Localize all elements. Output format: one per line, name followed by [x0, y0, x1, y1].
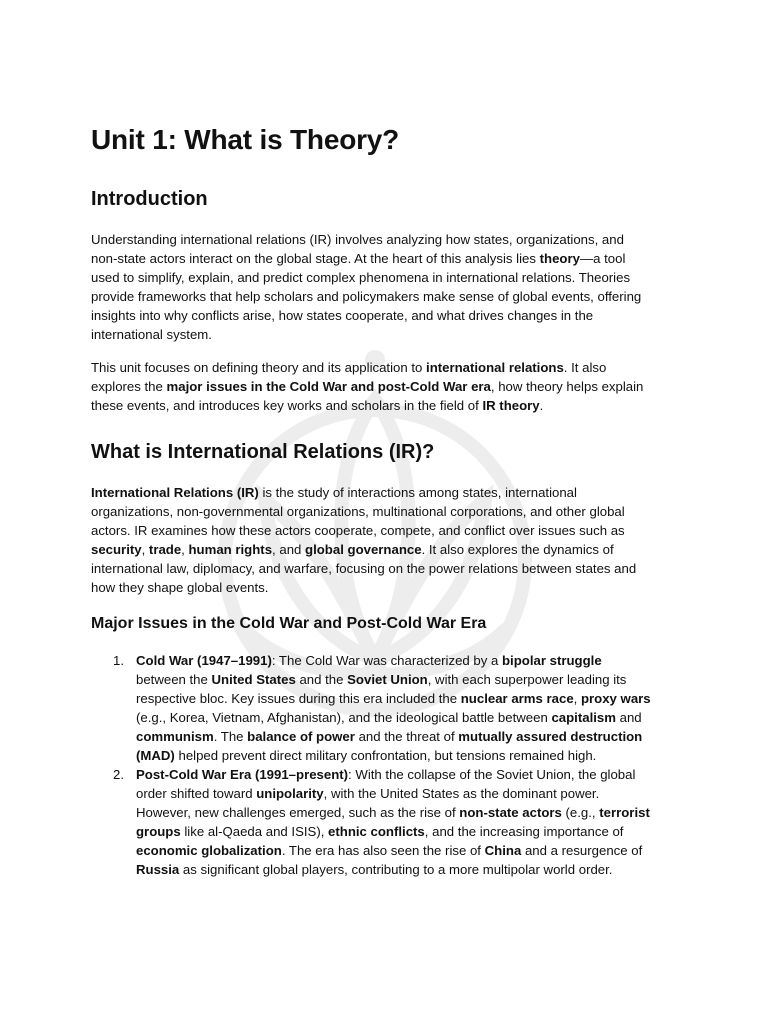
bold-term: capitalism: [551, 710, 616, 725]
text-line: [91, 578, 681, 597]
bold-term: proxy wars: [580, 691, 651, 706]
text-run: . It also: [563, 360, 607, 375]
bold-term: nuclear arms race: [460, 691, 574, 706]
text-line: [136, 651, 681, 670]
bold-term: China: [484, 843, 522, 858]
text-run: non-state actors interact on the global stage. At the heart of this analysis lies: [91, 251, 540, 266]
text-run: is the study of interactions among states, international: [258, 485, 577, 500]
text-run: , how theory helps explain: [490, 379, 644, 394]
text-run: provide frameworks that help scholars and policymakers make sense of global events, offering: [91, 289, 642, 304]
text-run: like al-Qaeda and ISIS),: [180, 824, 329, 839]
text-line: [136, 860, 681, 879]
intro-paragraph-2: [91, 358, 681, 415]
text-run: , with each superpower leading its: [427, 672, 627, 687]
text-line: [91, 502, 681, 521]
text-run: explores the: [91, 379, 167, 394]
text-run: . The era has also seen the rise of: [281, 843, 485, 858]
bold-term: Soviet Union: [347, 672, 428, 687]
text-run: This unit focuses on defining theory and its application to: [91, 360, 427, 375]
bold-term: balance of power: [247, 729, 355, 744]
text-line: [136, 670, 681, 689]
text-run: helped prevent direct military confrontation, but tensions remained high.: [174, 748, 597, 763]
intro-paragraph-1: [91, 230, 681, 344]
bold-term: economic globalization: [136, 843, 282, 858]
ir-paragraph: [91, 483, 681, 597]
bold-term: United States: [211, 672, 296, 687]
bold-term: trade: [148, 542, 182, 557]
section-heading-ir: What is International Relations (IR)?: [91, 441, 435, 463]
text-run: . The: [213, 729, 248, 744]
bold-term: human rights: [188, 542, 273, 557]
bold-term: international relations: [426, 360, 564, 375]
text-run: international law, diplomacy, and warfare, focusing on the power relations between states and: [91, 561, 637, 576]
subsection-heading-major-issues: Major Issues in the Cold War and Post-Cold War Era: [91, 615, 487, 632]
bold-term: terrorist: [599, 805, 650, 820]
bold-term: IR theory: [482, 398, 540, 413]
bold-term: bipolar struggle: [502, 653, 602, 668]
text-run: order shifted toward: [136, 786, 257, 801]
bold-term: mutually assured destruction: [458, 729, 643, 744]
text-line: [91, 396, 681, 415]
text-line: [136, 803, 681, 822]
text-run: actors. IR examines how these actors cooperate, compete, and conflict over issues such as: [91, 523, 625, 538]
bold-term: ethnic conflicts: [328, 824, 425, 839]
bold-term: major issues in the Cold War and post-Cold War era: [166, 379, 491, 394]
text-line: [136, 784, 681, 803]
page-title: Unit 1: What is Theory?: [91, 124, 400, 155]
text-line: [91, 287, 681, 306]
text-line: [91, 521, 681, 540]
text-line: [91, 483, 681, 502]
text-line: [136, 727, 681, 746]
text-line: [91, 249, 681, 268]
section-heading-introduction: Introduction: [91, 188, 208, 210]
text-run: : With the collapse of the Soviet Union, the global: [348, 767, 636, 782]
list-item: [91, 765, 681, 879]
bold-term: theory: [539, 251, 580, 266]
bold-term: Cold War (1947–1991): [136, 653, 272, 668]
text-run: (e.g.,: [561, 805, 600, 820]
text-run: between the: [136, 672, 212, 687]
bold-term: global governance: [305, 542, 422, 557]
text-line: [136, 689, 681, 708]
text-run: However, new challenges emerged, such as the rise of: [136, 805, 460, 820]
text-line: [136, 822, 681, 841]
text-line: [91, 325, 681, 344]
bold-term: Post-Cold War Era (1991–present): [136, 767, 349, 782]
bold-term: International Relations (IR): [91, 485, 259, 500]
text-line: [91, 559, 681, 578]
text-run: and the threat of: [354, 729, 459, 744]
bold-term: communism: [136, 729, 214, 744]
text-run: and the: [295, 672, 348, 687]
text-run: ,: [181, 542, 189, 557]
text-run: (e.g., Korea, Vietnam, Afghanistan), and the ideological battle between: [136, 710, 552, 725]
text-run: as significant global players, contributing to a more multipolar world order.: [179, 862, 613, 877]
text-run: , and: [272, 542, 306, 557]
list-item-text: [136, 651, 681, 765]
text-line: [91, 230, 681, 249]
text-line: [91, 540, 681, 559]
list-item-number: 1.: [113, 653, 124, 668]
text-run: —a tool: [579, 251, 626, 266]
bold-term: (MAD): [136, 748, 175, 763]
text-line: [91, 377, 681, 396]
text-run: and a resurgence of: [521, 843, 643, 858]
bold-term: non-state actors: [459, 805, 562, 820]
bold-term: security: [91, 542, 142, 557]
text-run: , with the United States as the dominant power.: [323, 786, 600, 801]
list-item-text: [136, 765, 681, 879]
text-run: ,: [573, 691, 581, 706]
text-run: , and the increasing importance of: [424, 824, 624, 839]
text-run: : The Cold War was characterized by a: [271, 653, 502, 668]
bold-term: unipolarity: [256, 786, 324, 801]
text-run: ,: [141, 542, 149, 557]
major-issues-list: [91, 651, 681, 879]
text-line: [136, 708, 681, 727]
text-run: how they shape global events.: [91, 580, 269, 595]
text-line: [91, 306, 681, 325]
text-run: these events, and introduces key works and scholars in the field of: [91, 398, 483, 413]
text-run: .: [539, 398, 544, 413]
text-line: [91, 268, 681, 287]
text-run: insights into why conflicts arise, how states cooperate, and what drives changes in the: [91, 308, 594, 323]
text-run: organizations, non-governmental organizations, multinational corporations, and other global: [91, 504, 625, 519]
text-run: Understanding international relations (IR) involves analyzing how states, organizations, and: [91, 232, 624, 247]
text-run: and: [615, 710, 642, 725]
text-line: [136, 841, 681, 860]
bold-term: Russia: [136, 862, 180, 877]
text-run: . It also explores the dynamics of: [421, 542, 614, 557]
text-line: [136, 765, 681, 784]
text-run: international system.: [91, 327, 212, 342]
text-run: respective bloc. Key issues during this era included the: [136, 691, 461, 706]
text-line: [91, 358, 681, 377]
text-line: [136, 746, 681, 765]
list-item-number: 2.: [113, 767, 124, 782]
text-run: used to simplify, explain, and predict complex phenomena in international relations. Theories: [91, 270, 631, 285]
list-item: [91, 651, 681, 765]
bold-term: groups: [136, 824, 181, 839]
